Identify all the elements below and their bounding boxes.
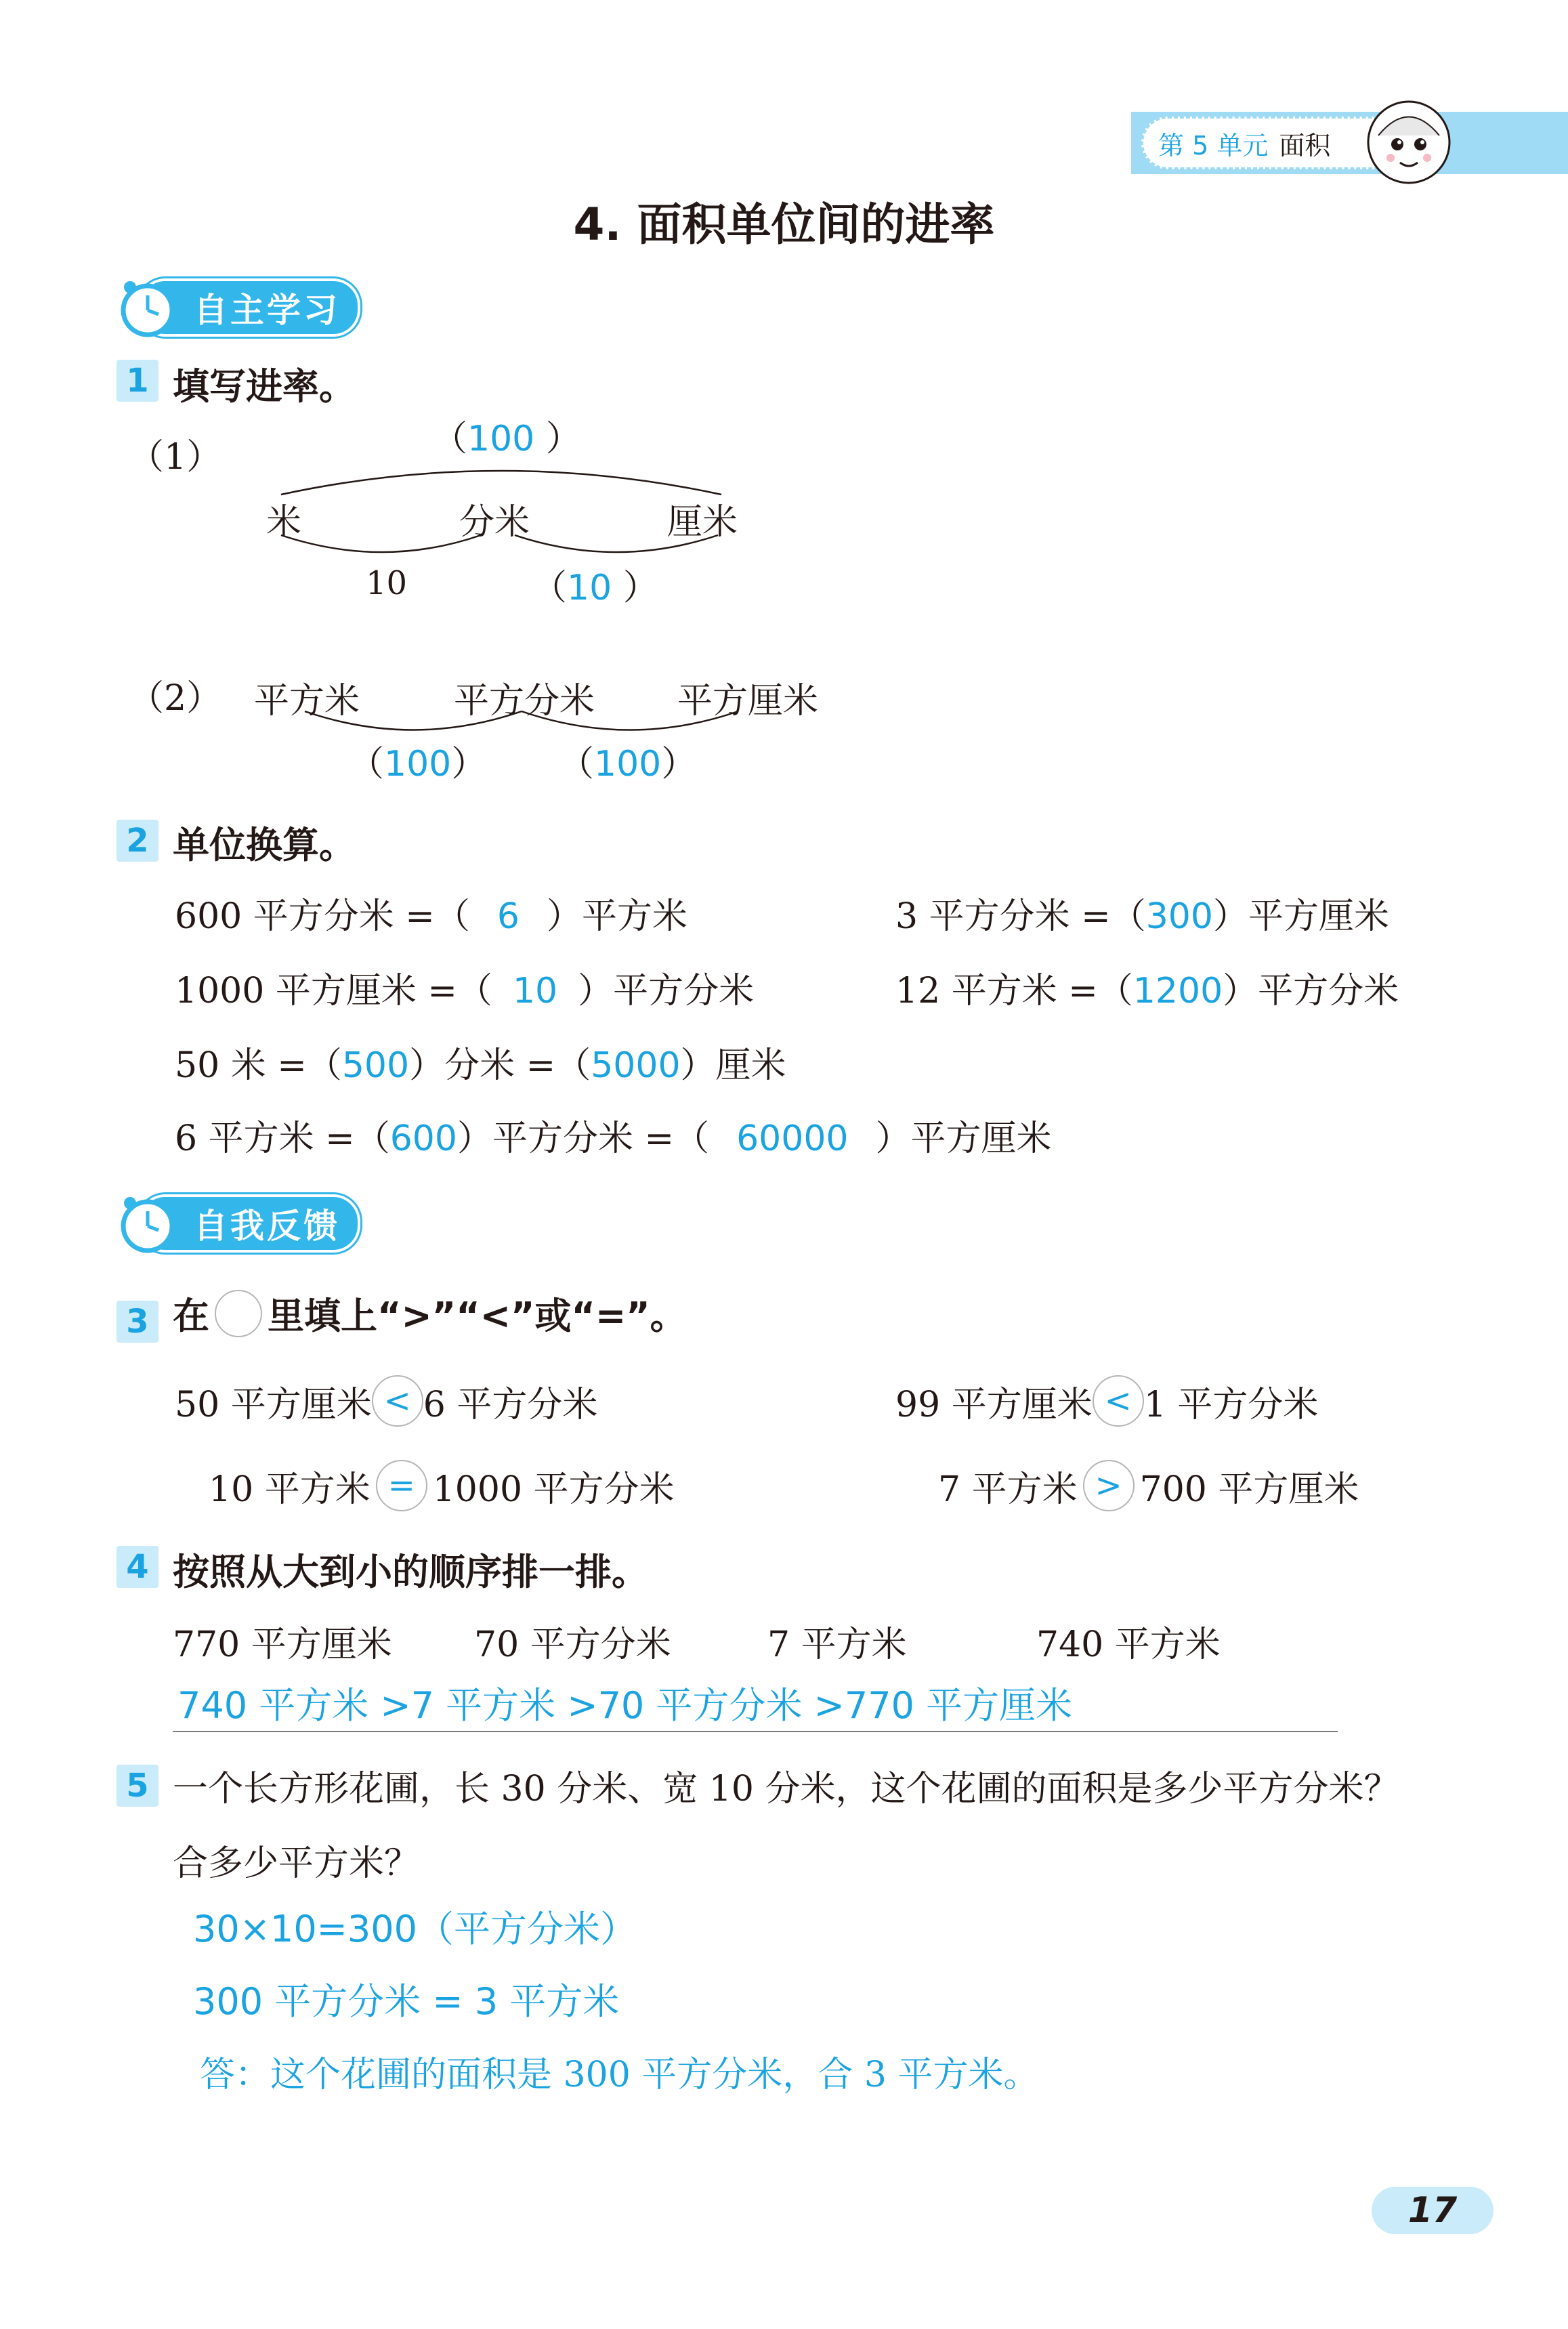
alarm-clock-icon xyxy=(116,1192,179,1255)
question-title: 单位换算。 xyxy=(173,824,356,866)
unit-number: 第 5 单元 xyxy=(1158,130,1269,161)
part-label: （2） xyxy=(129,678,222,719)
question-number: 1 xyxy=(116,360,158,402)
answer-line xyxy=(173,1731,1338,1732)
compare-sign: = xyxy=(376,1460,427,1511)
answer: 300 xyxy=(1145,896,1213,937)
answer: 60000 xyxy=(736,1118,849,1159)
solution-line: 300 平方分米 = 3 平方米 xyxy=(193,1980,620,2023)
compare-item: 7 平方米 > 700 平方厘米 xyxy=(938,1460,1359,1511)
section-title: 自我反馈 xyxy=(138,1194,360,1253)
question-number: 4 xyxy=(116,1546,158,1588)
question-title: 填写进率。 xyxy=(173,365,356,408)
answer: 5000 xyxy=(591,1045,681,1086)
conversion-row: 6 平方米 =（600）平方分米 =（ 60000 ）平方厘米 xyxy=(175,1118,1052,1159)
section-self-study xyxy=(116,276,360,339)
rate-right: （100） xyxy=(559,744,697,784)
question-number: 5 xyxy=(116,1765,158,1807)
question-title: 在 里填上“>”“<”或“=”。 xyxy=(173,1287,687,1339)
rate-bottom-right: （10 ） xyxy=(532,568,658,608)
answer: 10 xyxy=(512,971,558,1011)
question-text: 一个长方形花圃，长 30 分米、宽 10 分米，这个花圃的面积是多少平方分米？ xyxy=(173,1769,1399,1809)
order-item: 70 平方分米 xyxy=(474,1624,671,1665)
order-item: 740 平方米 xyxy=(1036,1624,1221,1665)
rate-left: （100） xyxy=(349,744,487,784)
answer: 500 xyxy=(341,1045,410,1086)
page-title: 4. 面积单位间的进率 xyxy=(573,198,995,251)
answer-sentence: 答：这个花圃的面积是 300 平方分米，合 3 平方米。 xyxy=(200,2055,1039,2095)
compare-sign: < xyxy=(1093,1375,1144,1427)
order-item: 7 平方米 xyxy=(767,1624,907,1665)
unit-topic: 面积 xyxy=(1279,130,1331,161)
order-item: 770 平方厘米 xyxy=(173,1624,392,1665)
unit-label xyxy=(1141,117,1399,169)
compare-sign: < xyxy=(372,1375,423,1427)
answer: 100 xyxy=(384,744,452,784)
rate-top: （100 ） xyxy=(432,419,581,459)
question-title: 按照从大到小的顺序排一排。 xyxy=(173,1551,648,1593)
unit-meter: 米 xyxy=(266,502,302,543)
unit-centimeter: 厘米 xyxy=(667,502,738,543)
order-answer: 740 平方米 >7 平方米 >70 平方分米 >770 平方厘米 xyxy=(177,1684,1073,1727)
conversion-row: 600 平方分米 =（ 6 ）平方米 xyxy=(175,896,687,937)
compare-item: 50 平方厘米 < 6 平方分米 xyxy=(175,1375,597,1427)
question-text: 合多少平方米？ xyxy=(173,1843,420,1884)
conversion-row: 3 平方分米 =（300）平方厘米 xyxy=(895,896,1389,937)
conversion-row: 12 平方米 =（1200）平方分米 xyxy=(895,971,1399,1011)
answer: 10 xyxy=(567,568,612,608)
unit-square-centimeter: 平方厘米 xyxy=(677,681,819,721)
section-self-feedback xyxy=(116,1192,360,1255)
compare-item: 99 平方厘米 < 1 平方分米 xyxy=(895,1375,1318,1427)
blank-circle-icon xyxy=(215,1290,262,1337)
unit-square-decimeter: 平方分米 xyxy=(454,681,595,721)
part-label: （1） xyxy=(129,437,222,478)
conversion-row: 50 米 =（500）分米 =（5000）厘米 xyxy=(175,1045,786,1086)
question-number: 2 xyxy=(116,820,158,862)
compare-sign: > xyxy=(1083,1460,1135,1511)
unit-square-meter: 平方米 xyxy=(254,681,360,721)
answer: 100 xyxy=(594,744,662,784)
alarm-clock-icon xyxy=(116,276,179,339)
answer: 100 xyxy=(467,419,535,459)
compare-item: 10 平方米 = 1000 平方分米 xyxy=(209,1460,675,1511)
page-number: 17 xyxy=(1372,2187,1493,2234)
answer: 6 xyxy=(496,896,520,937)
rate-bottom-left: 10 xyxy=(366,564,408,602)
question-number: 3 xyxy=(116,1301,158,1343)
conversion-row: 1000 平方厘米 =（ 10 ）平方分米 xyxy=(175,971,755,1011)
unit-decimeter: 分米 xyxy=(459,502,530,543)
solution-line: 30×10=300（平方分米） xyxy=(193,1908,637,1950)
mascot-icon xyxy=(1365,98,1453,186)
answer: 600 xyxy=(389,1118,457,1159)
section-title: 自主学习 xyxy=(138,278,360,337)
answer: 1200 xyxy=(1132,971,1223,1011)
